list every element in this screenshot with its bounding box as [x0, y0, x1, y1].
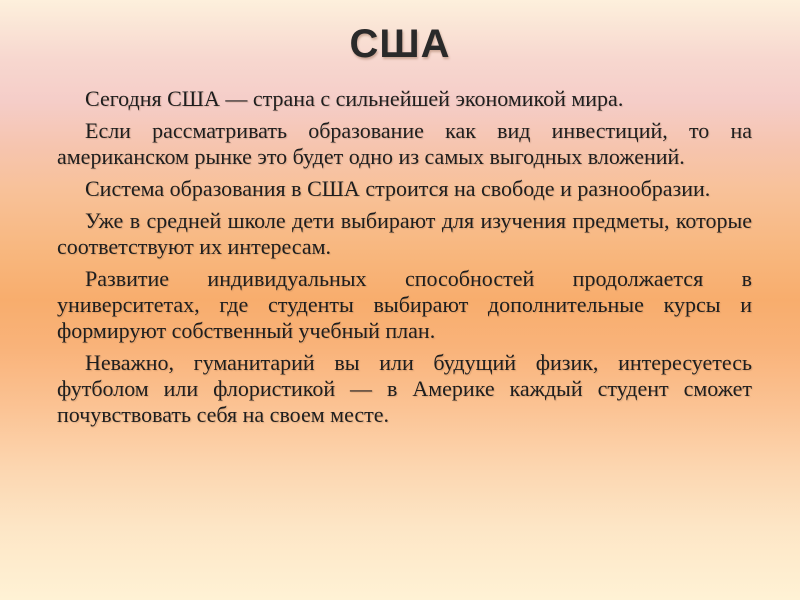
slide-title: США — [349, 22, 451, 66]
paragraph-investment: Если рассматривать образование как вид инвестиций, то на американском рынке это будет одно из самых выгодных вложений. — [57, 118, 752, 169]
paragraph-secondary-school: Уже в средней школе дети выбирают для изучения предметы, которые соответствуют их интересам. — [57, 208, 752, 259]
paragraph-universities: Развитие индивидуальных способностей продолжается в университетах, где студенты выбирают дополнительные курсы и формируют собственный учебный план. — [57, 266, 752, 343]
paragraph-every-student: Неважно, гуманитарий вы или будущий физик, интересуетесь футболом или флористикой — в Америке каждый студент сможет почувствовать себя на своем месте. — [57, 350, 752, 427]
slide-body — [57, 86, 752, 434]
paragraph-education-system: Система образования в США строится на свободе и разнообразии. — [85, 176, 711, 201]
paragraph-economy: Сегодня США — страна с сильнейшей экономикой мира. — [85, 86, 624, 111]
